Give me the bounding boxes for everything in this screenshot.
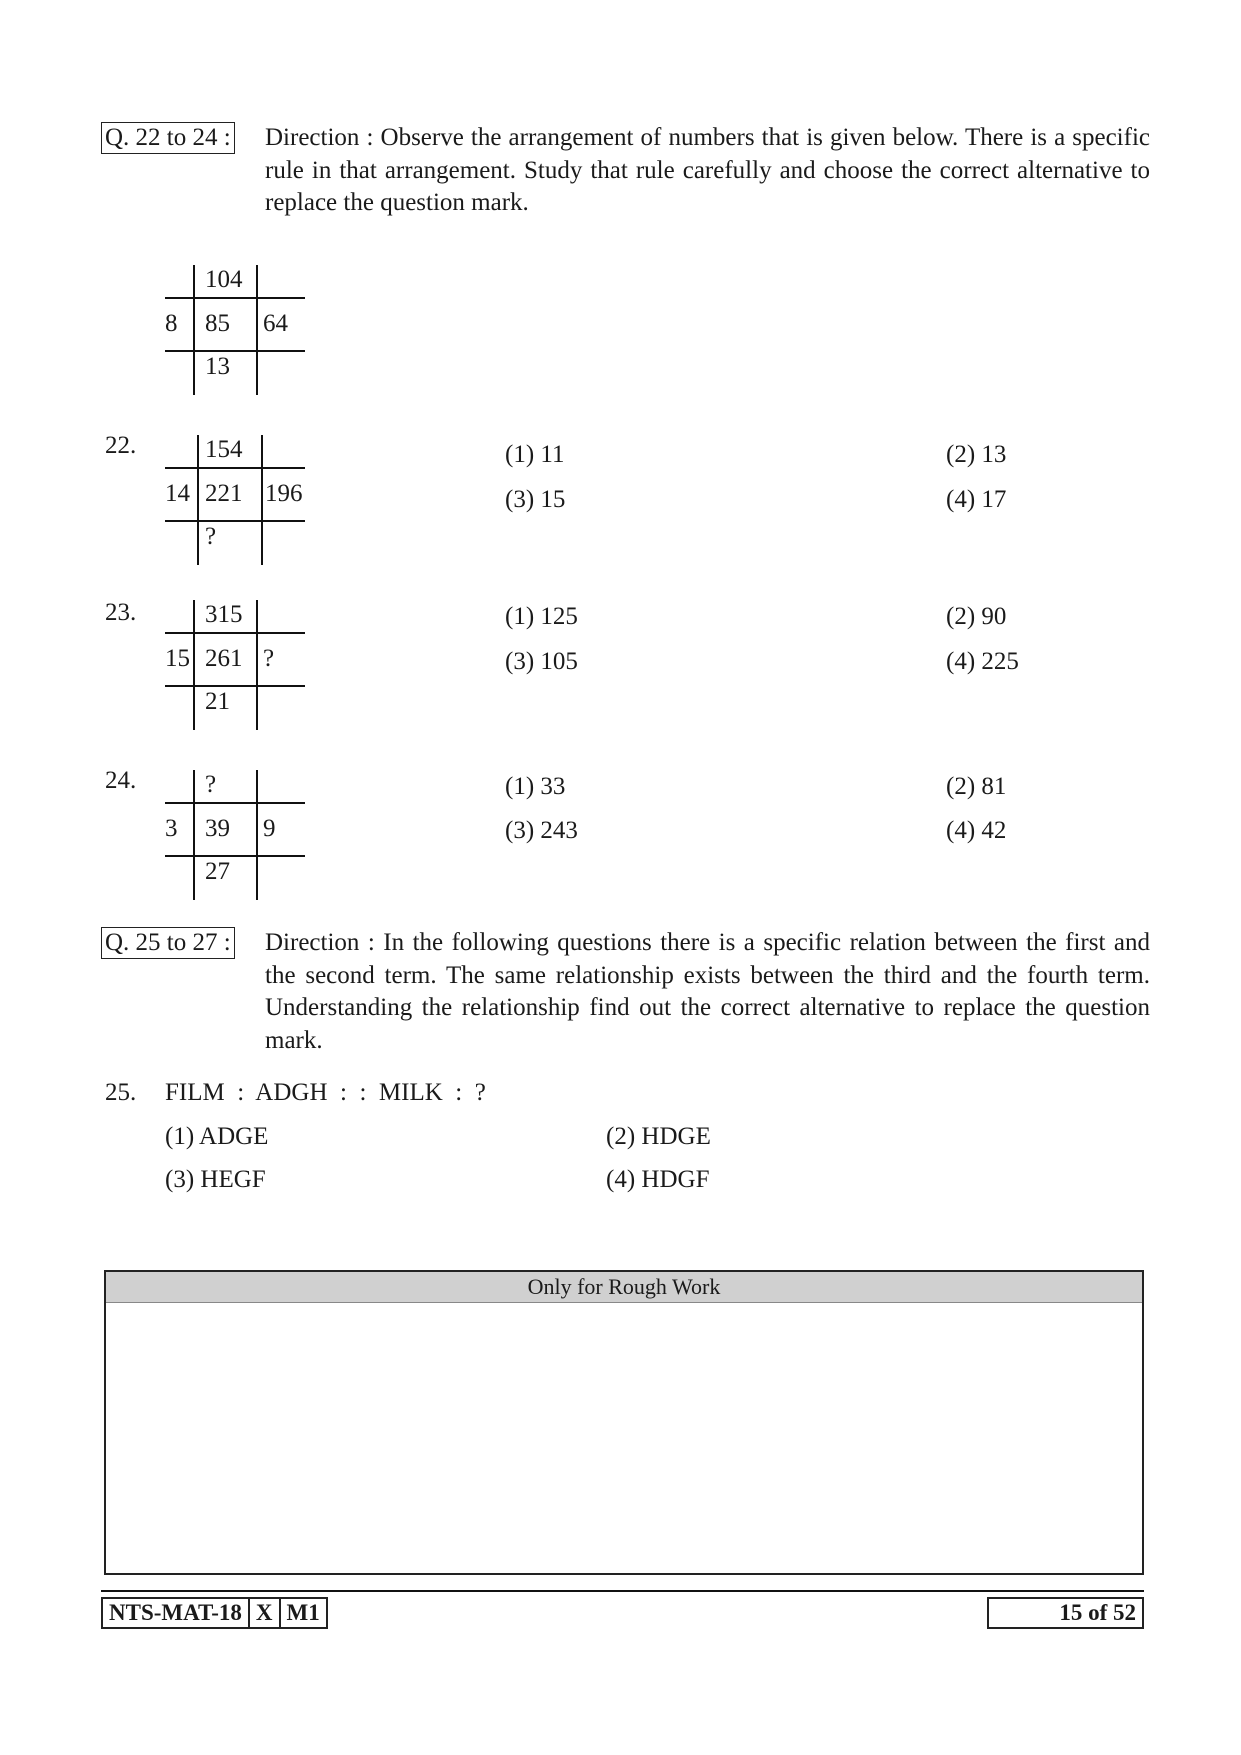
option-3[interactable]: (3) 243 (505, 817, 578, 844)
option-4[interactable]: (4) 42 (946, 817, 1007, 844)
grid-right: 196 (265, 480, 303, 507)
option-4[interactable]: (4) 225 (946, 648, 1019, 675)
question-number: 23. (105, 599, 137, 626)
direction-text: Direction : In the following questions there is a specific relation between the first and the second term. The same relationship exists between the third and the fourth term. Understanding the relationship find out the correct alternative to replace the question mark. (265, 929, 1150, 1054)
footer-paper: M1 (279, 1599, 326, 1627)
grid-top: 315 (205, 601, 243, 628)
option-1[interactable]: (1) 11 (505, 441, 565, 468)
grid-left: 8 (165, 310, 178, 337)
footer-page-box (987, 1597, 1144, 1629)
grid-top: 154 (205, 436, 243, 463)
option-1[interactable]: (1) 33 (505, 773, 566, 800)
grid-left: 14 (165, 480, 190, 507)
option-2[interactable]: (2) 90 (946, 603, 1007, 630)
option-4[interactable]: (4) 17 (946, 486, 1007, 513)
option-4[interactable]: (4) HDGF (606, 1166, 710, 1193)
section-label: Q. 25 to 27 : (101, 927, 235, 959)
grid-center: 221 (205, 480, 243, 507)
grid-top: 104 (205, 266, 243, 293)
question-number: 24. (105, 767, 137, 794)
grid-right: 64 (263, 310, 288, 337)
grid-right: 9 (263, 815, 276, 842)
rough-work-box (104, 1270, 1144, 1575)
option-3[interactable]: (3) 105 (505, 648, 578, 675)
grid-right: ? (263, 645, 275, 672)
grid-center: 261 (205, 645, 243, 672)
question-text: FILM : ADGH : : MILK : ? (165, 1079, 486, 1106)
question-number: 22. (105, 432, 137, 459)
option-1[interactable]: (1) 125 (505, 603, 578, 630)
section-label: Q. 22 to 24 : (101, 122, 235, 154)
direction-text: Direction : Observe the arrangement of numbers that is given below. There is a specific rule in that arrangement. Study that rule carefully and choose the correct alternative to replace the question mark. (265, 124, 1150, 216)
rough-work-title: Only for Rough Work (106, 1272, 1142, 1303)
grid-top: ? (205, 771, 217, 798)
grid-bottom: 21 (205, 688, 230, 715)
option-2[interactable]: (2) 13 (946, 441, 1007, 468)
grid-bottom: 27 (205, 858, 230, 885)
example-grid (165, 265, 305, 395)
footer-class: X (248, 1599, 279, 1627)
footer-rule (101, 1590, 1144, 1592)
option-1[interactable]: (1) ADGE (165, 1123, 269, 1150)
question-grid (165, 770, 305, 900)
option-2[interactable]: (2) 81 (946, 773, 1007, 800)
grid-bottom: ? (205, 523, 217, 550)
grid-center: 39 (205, 815, 230, 842)
grid-center: 85 (205, 310, 230, 337)
option-3[interactable]: (3) HEGF (165, 1166, 266, 1193)
grid-left: 15 (165, 645, 190, 672)
page-number: 15 of 52 (1059, 1600, 1136, 1625)
question-number: 25. (105, 1079, 137, 1106)
option-3[interactable]: (3) 15 (505, 486, 566, 513)
option-2[interactable]: (2) HDGE (606, 1123, 711, 1150)
footer-code-box (101, 1597, 328, 1629)
grid-left: 3 (165, 815, 178, 842)
grid-bottom: 13 (205, 353, 230, 380)
footer-code: NTS-MAT-18 (109, 1600, 242, 1625)
question-grid (165, 435, 305, 565)
question-grid (165, 600, 305, 730)
